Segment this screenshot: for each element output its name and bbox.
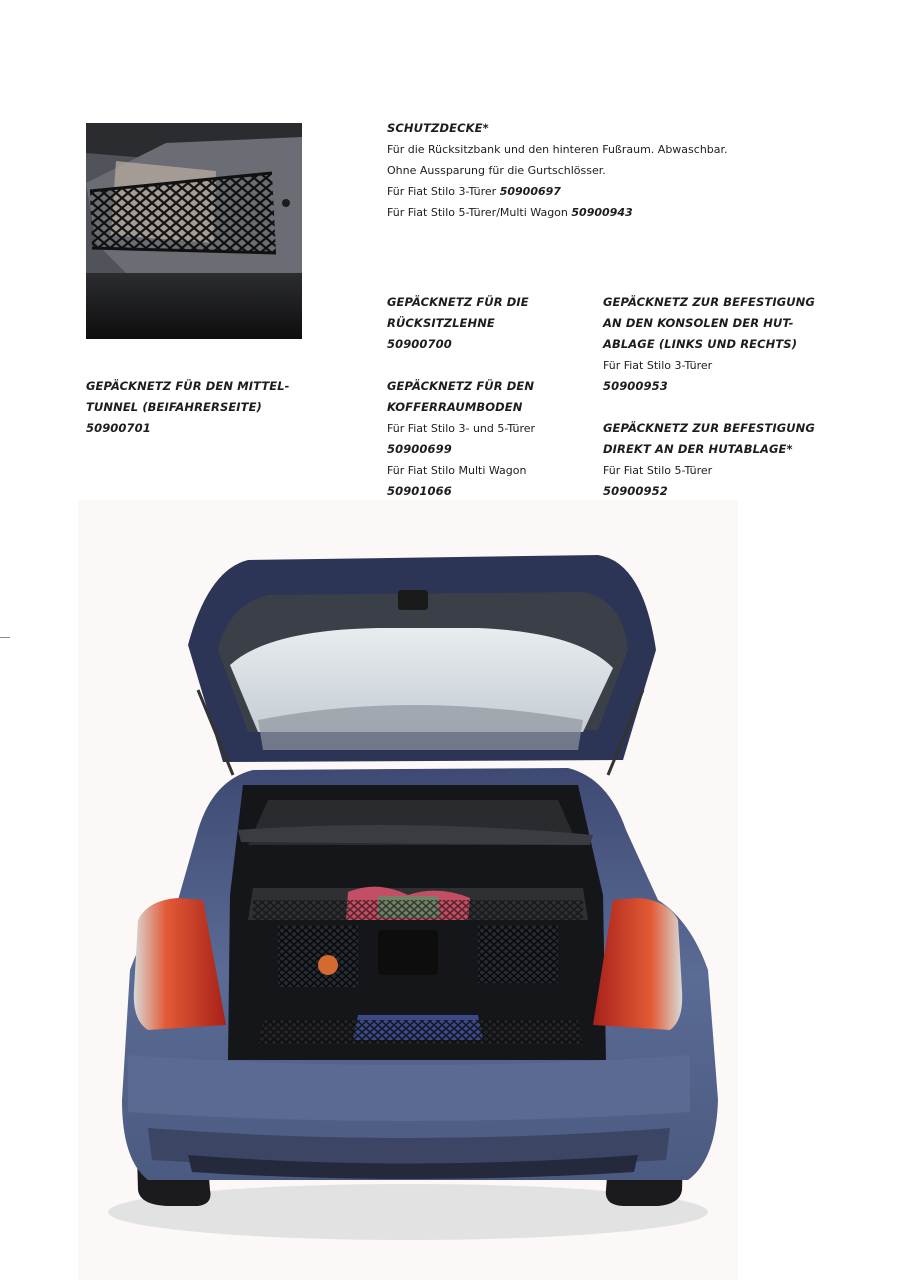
- kofferraumboden-multiwagon-label: Für Fiat Stilo Multi Wagon: [387, 464, 527, 477]
- ruecksitzlehne-title-line1: GEPÄCKNETZ FÜR DIE: [387, 295, 529, 309]
- hutablage-code: 50900952: [603, 484, 668, 498]
- kofferraumboden-title-line2: KOFFERRAUMBODEN: [387, 400, 523, 414]
- mitteltunnel-title-line2: TUNNEL (BEIFAHRERSEITE): [86, 400, 262, 414]
- tunnel-net-photo: [86, 123, 302, 339]
- kofferraumboden-multiwagon-code: 50901066: [387, 484, 452, 498]
- schutzdecke-note: Ohne Aussparung für die Gurtschlösser.: [387, 164, 606, 177]
- schutzdecke-description: Für die Rücksitzbank und den hinteren Fußraum. Abwaschbar.: [387, 143, 728, 156]
- schutzdecke-3door-line: [387, 181, 561, 202]
- konsolen-title-line1: GEPÄCKNETZ ZUR BEFESTIGUNG: [603, 295, 815, 309]
- ruecksitzlehne-code: 50900700: [387, 337, 452, 351]
- schutzdecke-5door-label: Für Fiat Stilo 5-Türer/Multi Wagon: [387, 206, 572, 219]
- crop-mark: [0, 637, 10, 638]
- tunnel-net-illustration: [86, 123, 302, 339]
- kofferraumboden-title-line1: GEPÄCKNETZ FÜR DEN: [387, 379, 535, 393]
- schutzdecke-3door-code: 50900697: [499, 185, 561, 198]
- kofferraumboden-35door-label: Für Fiat Stilo 3- und 5-Türer: [387, 422, 536, 435]
- konsolen-title-line3: ABLAGE (LINKS UND RECHTS): [603, 337, 798, 351]
- schutzdecke-5door-line: [387, 202, 633, 223]
- konsolen-code: 50900953: [603, 379, 668, 393]
- schutzdecke-3door-label: Für Fiat Stilo 3-Türer: [387, 185, 500, 198]
- ruecksitzlehne-title-line2: RÜCKSITZLEHNE: [387, 316, 495, 330]
- konsolen-title-line2: AN DEN KONSOLEN DER HUT-: [603, 316, 794, 330]
- hutablage-5door-label: Für Fiat Stilo 5-Türer: [603, 464, 713, 477]
- mitteltunnel-code: 50900701: [86, 421, 151, 435]
- car-trunk-illustration: [78, 500, 738, 1280]
- car-trunk-photo: [78, 500, 738, 1280]
- hutablage-title-line2: DIREKT AN DER HUTABLAGE*: [603, 442, 793, 456]
- konsolen-3door-label: Für Fiat Stilo 3-Türer: [603, 359, 713, 372]
- schutzdecke-5door-code: 50900943: [571, 206, 633, 219]
- kofferraumboden-35door-code: 50900699: [387, 442, 452, 456]
- schutzdecke-title: SCHUTZDECKE*: [387, 121, 489, 135]
- hutablage-title-line1: GEPÄCKNETZ ZUR BEFESTIGUNG: [603, 421, 815, 435]
- mitteltunnel-title-line1: GEPÄCKNETZ FÜR DEN MITTEL-: [86, 379, 290, 393]
